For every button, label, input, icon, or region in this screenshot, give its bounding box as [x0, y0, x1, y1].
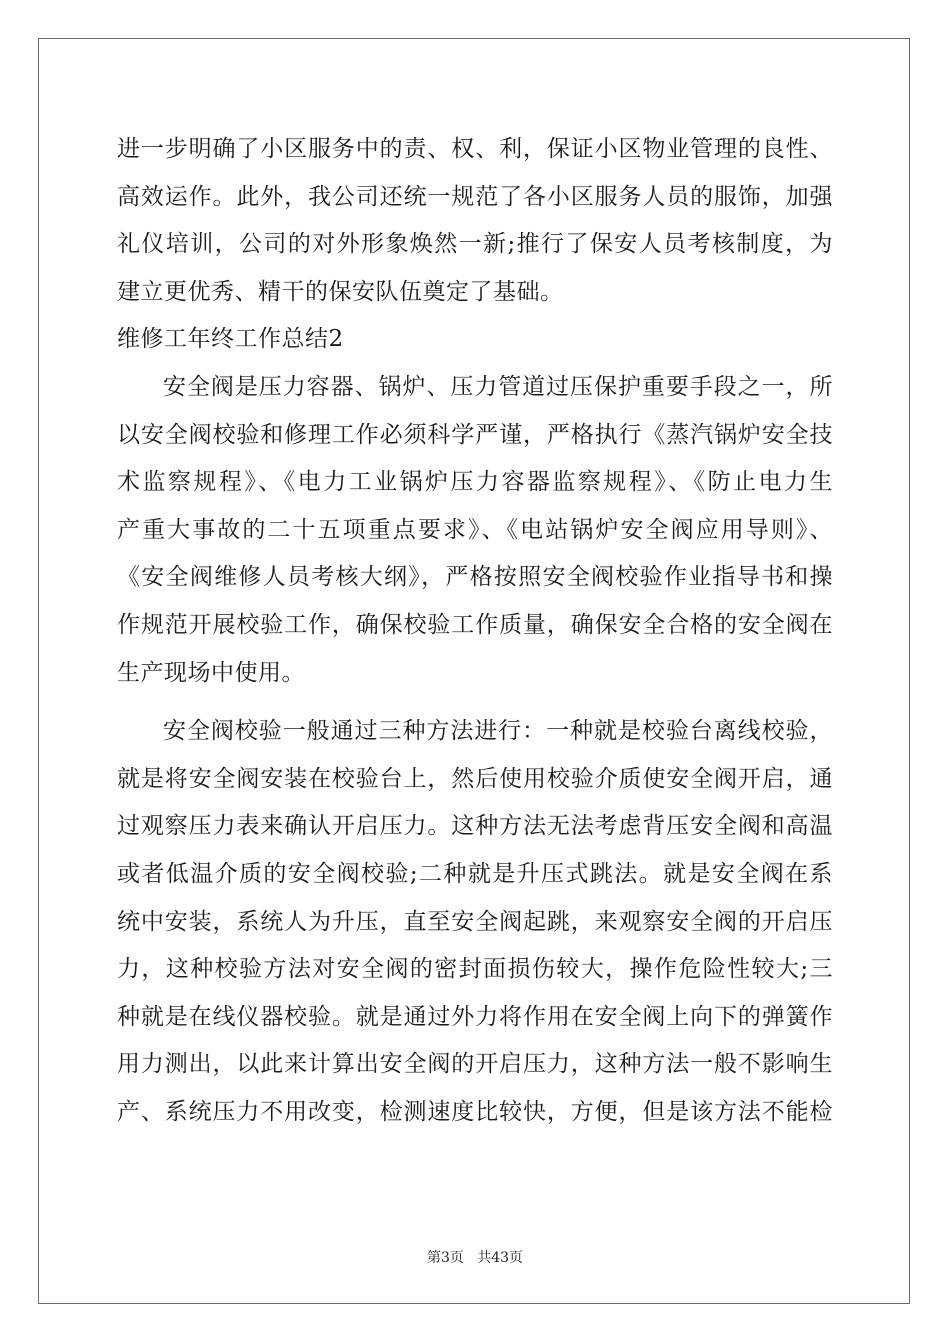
paragraph-line: 安全阀校验一般通过三种方法进行：一种就是校验台离线校验，: [163, 718, 833, 745]
document-body: [117, 126, 833, 1136]
paragraph-line: 力，这种校验方法对安全阀的密封面损伤较大，操作危险性较大;三: [117, 956, 833, 983]
paragraph-line: 就是将安全阀安装在校验台上，然后使用校验介质使安全阀开启，通: [117, 765, 833, 792]
paragraph-line: 建立更优秀、精干的保安队伍奠定了基础。: [117, 278, 564, 305]
paragraph-line: 或者低温介质的安全阀校验;二种就是升压式跳法。就是安全阀在系: [117, 860, 833, 887]
paragraph-line: 用力测出，以此来计算出安全阀的开启压力，这种方法一般不影响生: [117, 1051, 833, 1078]
paragraph-line: 种就是在线仪器校验。就是通过外力将作用在安全阀上向下的弹簧作: [117, 1003, 833, 1030]
paragraph-3: [117, 708, 833, 1136]
section-heading: 维修工年终工作总结2: [117, 326, 344, 353]
paragraph-1: [117, 126, 833, 316]
paragraph-line: 产、系统压力不用改变，检测速度比较快，方便，但是该方法不能检: [117, 1098, 833, 1125]
paragraph-line: 《安全阀维修人员考核大纲》，严格按照安全阀校验作业指导书和操: [117, 564, 833, 591]
page-footer: [0, 1247, 950, 1267]
paragraph-line: 产重大事故的二十五项重点要求》、《电站锅炉安全阀应用导则》、: [117, 516, 833, 543]
paragraph-line: 生产现场中使用。: [117, 659, 305, 686]
paragraph-line: 进一步明确了小区服务中的责、权、利，保证小区物业管理的良性、: [117, 136, 833, 162]
page-number: 第3页 共43页: [426, 1250, 524, 1266]
paragraph-line: 以安全阀校验和修理工作必须科学严谨，严格执行《蒸汽锅炉安全技: [117, 421, 833, 448]
paragraph-2: [117, 364, 833, 697]
paragraph-line: 礼仪培训，公司的对外形象焕然一新;推行了保安人员考核制度，为: [117, 231, 833, 258]
paragraph-line: 统中安装，系统人为升压，直至安全阀起跳，来观察安全阀的开启压: [117, 908, 833, 935]
paragraph-line: 安全阀是压力容器、锅炉、压力管道过压保护重要手段之一，所: [163, 373, 833, 400]
paragraph-line: 高效运作。此外，我公司还统一规范了各小区服务人员的服饰，加强: [117, 183, 833, 210]
paragraph-line: 作规范开展校验工作，确保校验工作质量，确保安全合格的安全阀在: [117, 611, 833, 638]
paragraph-line: 术监察规程》、《电力工业锅炉压力容器监察规程》、《防止电力生: [117, 469, 833, 496]
paragraph-line: 过观察压力表来确认开启压力。这种方法无法考虑背压安全阀和高温: [117, 813, 833, 840]
